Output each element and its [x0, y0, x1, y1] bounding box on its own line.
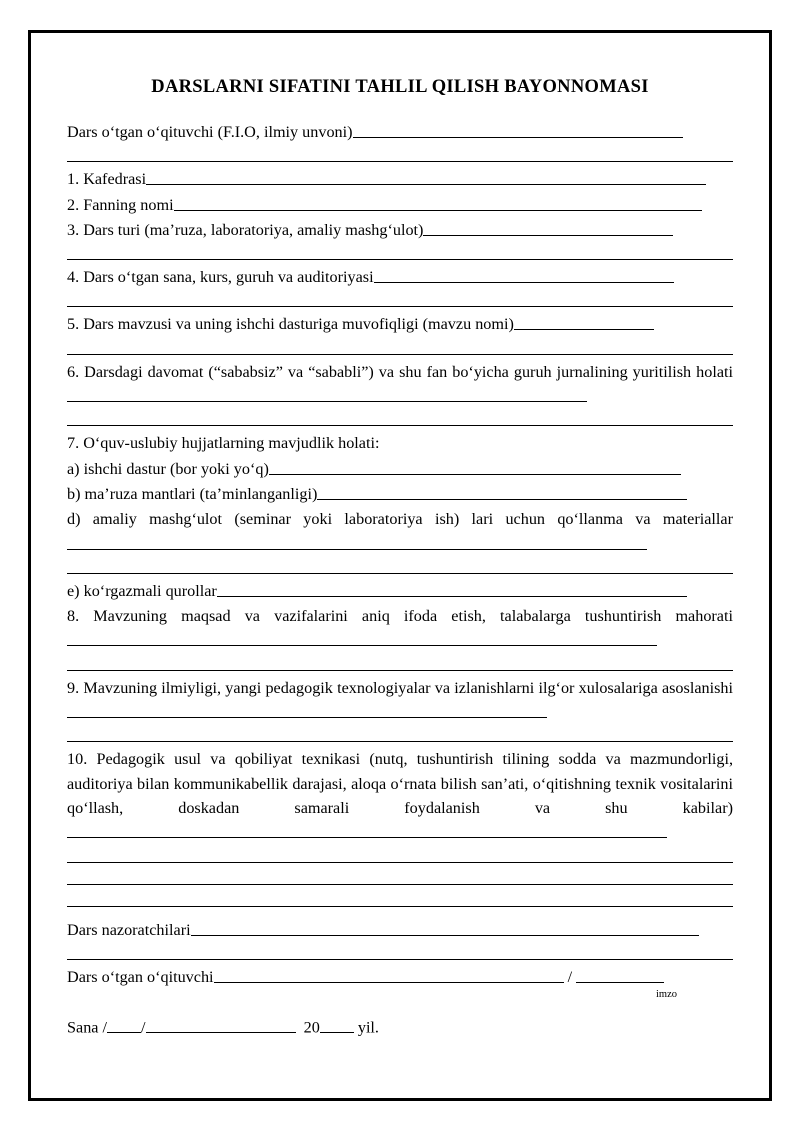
field-dars-nazoratchilari-label: Dars nazoratchilari [67, 920, 191, 939]
field-korgazmali-qurollar-label: e) ko‘rgazmali qurollar [67, 581, 217, 600]
field-maruza-matnlari [67, 482, 733, 506]
blank-rule[interactable] [67, 409, 733, 426]
fill-line[interactable] [67, 386, 587, 402]
fill-line[interactable] [514, 314, 654, 330]
fill-line[interactable] [269, 458, 681, 474]
field-fan-nomi-label: 2. Fanning nomi [67, 195, 174, 214]
blank-rule[interactable] [67, 654, 733, 671]
blank-rule[interactable] [67, 725, 733, 742]
fill-line[interactable] [214, 966, 564, 982]
field-ilmiylik-label: 9. Mavzuning ilmiyligi, yangi pedagogik texnologiyalar va izlanishlarni ilg‘or xulosalariga asoslanishi [67, 678, 733, 697]
field-dars-mavzusi [67, 312, 733, 336]
field-teacher-fio-label: Dars o‘tgan o‘qituvchi (F.I.O, ilmiy unvoni) [67, 123, 353, 141]
field-uslubiy-hujjatlar-label: 7. O‘quv-uslubiy hujjatlarning mavjudlik holati: [67, 434, 380, 453]
fill-line[interactable] [353, 122, 683, 138]
field-pedagogik-usul [67, 747, 733, 844]
field-maqsad-vazifalar [67, 604, 733, 653]
field-sana-kurs-guruh [67, 265, 733, 289]
fill-line[interactable] [67, 533, 647, 549]
field-ishchi-dastur-label: a) ishchi dastur (bor yoki yo‘q) [67, 459, 269, 478]
blank-rule[interactable] [67, 338, 733, 355]
date-year-prefix: 20 [303, 1018, 320, 1037]
field-dars-otgan-oqituvchi [67, 965, 733, 1003]
fill-line[interactable] [146, 169, 706, 185]
field-uslubiy-hujjatlar [67, 431, 733, 455]
field-korgazmali-qurollar [67, 579, 733, 603]
blank-rule[interactable] [67, 868, 733, 885]
field-dars-nazoratchilari [67, 918, 733, 942]
date-month-blank[interactable] [146, 1017, 296, 1033]
slash-separator: / [567, 967, 573, 986]
field-kafedra [67, 167, 733, 191]
blank-rule[interactable] [67, 145, 733, 162]
page-title: DARSLARNI SIFATINI TAHLIL QILISH BAYONNOMASI [151, 77, 649, 97]
fill-line[interactable] [217, 580, 687, 596]
date-prefix: Sana / [67, 1018, 108, 1037]
field-dars-turi [67, 218, 733, 242]
field-dars-turi-label: 3. Dars turi (ma’ruza, laboratoriya, amaliy mashg‘ulot) [67, 220, 424, 239]
field-dars-mavzusi-label: 5. Dars mavzusi va uning ishchi dasturiga muvofiqligi (mavzu nomi) [67, 315, 514, 334]
field-amaliy-mashgulot [67, 507, 733, 556]
blank-rule[interactable] [67, 290, 733, 307]
date-day-blank[interactable] [107, 1017, 141, 1033]
field-amaliy-mashgulot-label: d) amaliy mashg‘ulot (seminar yoki laboratoriya ish) lari uchun qo‘llanma va materiallar [67, 510, 733, 529]
blank-rule[interactable] [67, 243, 733, 260]
field-fan-nomi [67, 193, 733, 217]
fill-line[interactable] [174, 194, 702, 210]
fill-line[interactable] [191, 919, 699, 935]
fill-line[interactable] [317, 484, 687, 500]
fill-line[interactable] [423, 220, 673, 236]
field-date: Sana / / 20 yil. [67, 1018, 379, 1037]
date-year-blank[interactable] [320, 1017, 354, 1033]
fill-line[interactable] [374, 267, 674, 283]
field-maqsad-vazifalar-label: 8. Mavzuning maqsad va vazifalarini aniq ifoda etish, talabalarga tushuntirish mahorati [67, 607, 733, 626]
signature-caption: imzo [656, 989, 677, 1001]
fill-line[interactable] [67, 630, 657, 646]
blank-rule[interactable] [67, 943, 733, 960]
field-kafedra-label: 1. Kafedrasi [67, 170, 147, 189]
field-pedagogik-usul-label: 10. Pedagogik usul va qobiliyat texnikasi (nutq, tushuntirish tilining sodda va mazmundorligi, auditoriya bilan kommunikabellik darajasi, aloqa o‘rnata bilish san’ati, o‘qitishning texnik vositalarini qo‘llash, doskadan samarali foydalanish va shu kabilar) [67, 750, 733, 817]
field-ishchi-dastur [67, 457, 733, 481]
field-sana-kurs-guruh-label: 4. Dars o‘tgan sana, kurs, guruh va auditoriyasi [67, 268, 374, 287]
field-maruza-matnlari-label: b) ma’ruza mantlari (ta’minlanganligi) [67, 484, 318, 503]
fill-line[interactable] [67, 702, 547, 718]
fill-line[interactable] [67, 822, 667, 838]
blank-rule[interactable] [67, 890, 733, 907]
field-davomat-label: 6. Darsdagi davomat (“sababsiz” va “sababli”) va shu fan bo‘yicha guruh jurnalining yuritilish holati [67, 362, 733, 381]
field-dars-otgan-oqituvchi-label: Dars o‘tgan o‘qituvchi [67, 967, 214, 986]
field-teacher-fio [67, 120, 733, 144]
date-suffix: yil. [357, 1018, 379, 1037]
blank-rule[interactable] [67, 557, 733, 574]
field-davomat [67, 360, 733, 409]
field-ilmiylik [67, 676, 733, 725]
blank-rule[interactable] [67, 846, 733, 863]
signature-line[interactable] [576, 966, 664, 982]
document-border-frame [28, 30, 772, 1101]
